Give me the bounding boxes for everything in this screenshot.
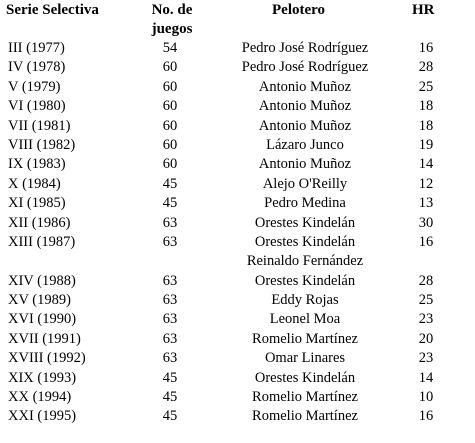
- table-row: [0, 407, 475, 426]
- cell-hr: 14: [418, 156, 434, 173]
- cell-juegos: 60: [162, 98, 178, 115]
- cell-hr: 10: [418, 389, 434, 406]
- cell-juegos: 63: [162, 330, 178, 347]
- table-row: [0, 214, 475, 233]
- cell-pelotero: Antonio Muñoz: [258, 117, 352, 134]
- table-row: [0, 97, 475, 116]
- table-row: [0, 272, 475, 291]
- cell-serie: VII (1981): [8, 117, 71, 134]
- cell-hr: 16: [418, 408, 434, 425]
- cell-hr: 18: [418, 98, 434, 115]
- cell-serie: VIII (1982): [8, 136, 76, 153]
- cell-hr: 28: [418, 272, 434, 289]
- cell-hr: 16: [418, 40, 434, 56]
- cell-serie: XXI (1995): [8, 408, 77, 425]
- cell-serie: XVI (1990): [8, 311, 77, 328]
- table-header: [0, 0, 475, 39]
- cell-hr: 19: [418, 136, 434, 153]
- cell-hr: 23: [418, 350, 434, 367]
- cell-serie: XV (1989): [8, 292, 71, 309]
- cell-hr: 18: [418, 117, 434, 134]
- cell-juegos: 63: [162, 292, 178, 309]
- cell-serie: XVII (1991): [8, 330, 81, 347]
- table-row: [0, 155, 475, 174]
- cell-juegos: 60: [162, 136, 178, 153]
- cell-juegos: 45: [162, 389, 178, 406]
- cell-serie: X (1984): [8, 175, 61, 192]
- cell-pelotero: Pedro José Rodríguez: [241, 59, 369, 76]
- cell-juegos: 63: [162, 233, 178, 250]
- cell-serie: XIII (1987): [8, 233, 76, 250]
- cell-serie: XI (1985): [8, 195, 66, 212]
- table-row: [0, 330, 475, 349]
- cell-juegos: 60: [162, 156, 178, 173]
- table-row: [0, 369, 475, 388]
- cell-pelotero: Leonel Moa: [269, 311, 341, 328]
- cell-hr: 25: [418, 292, 434, 309]
- cell-juegos: 45: [162, 369, 178, 386]
- cell-pelotero: Reinaldo Fernández: [246, 253, 364, 270]
- cell-pelotero: Orestes Kindelán: [254, 214, 356, 231]
- cell-pelotero: Romelio Martínez: [252, 330, 358, 347]
- cell-serie: V (1979): [8, 78, 61, 95]
- cell-serie: XIX (1993): [8, 369, 77, 386]
- cell-juegos: 45: [162, 408, 178, 425]
- cell-pelotero: Eddy Rojas: [271, 292, 339, 309]
- cell-juegos: 60: [162, 117, 178, 134]
- cell-hr: 12: [418, 175, 434, 192]
- header-pelotero: Pelotero: [272, 2, 326, 18]
- cell-hr: 28: [418, 59, 434, 76]
- cell-pelotero: Orestes Kindelán: [254, 233, 356, 250]
- cell-pelotero: Antonio Muñoz: [258, 78, 352, 95]
- cell-serie: XVIII (1992): [8, 350, 86, 367]
- table-row: [0, 58, 475, 77]
- cell-juegos: 60: [162, 59, 178, 76]
- cell-serie: XII (1986): [8, 214, 71, 231]
- header-serie: Serie Selectiva: [6, 2, 99, 18]
- cell-serie: IV (1978): [8, 59, 66, 76]
- cell-hr: 20: [418, 330, 434, 347]
- table-row: [0, 291, 475, 310]
- cell-juegos: 45: [162, 175, 178, 192]
- table-row: [0, 39, 475, 58]
- cell-hr: 13: [418, 195, 434, 212]
- cell-pelotero: Romelio Martínez: [252, 389, 358, 406]
- cell-hr: 14: [418, 369, 434, 386]
- cell-hr: 30: [418, 214, 434, 231]
- cell-pelotero: Romelio Martínez: [252, 408, 358, 425]
- cell-pelotero: Omar Linares: [264, 350, 346, 367]
- cell-juegos: 63: [162, 311, 178, 328]
- cell-pelotero: Pedro Medina: [264, 195, 346, 212]
- cell-juegos: 63: [162, 272, 178, 289]
- table-row: [0, 388, 475, 407]
- cell-serie: VI (1980): [8, 98, 66, 115]
- cell-pelotero: Lázaro Junco: [266, 136, 344, 153]
- cell-serie: XIV (1988): [8, 272, 76, 289]
- table-row: [0, 117, 475, 136]
- cell-serie: III (1977): [8, 40, 65, 56]
- cell-juegos: 63: [162, 214, 178, 231]
- cell-hr: 23: [418, 311, 434, 328]
- table-body: [0, 39, 475, 427]
- cell-pelotero: Orestes Kindelán: [254, 369, 356, 386]
- cell-pelotero: Pedro José Rodríguez: [241, 40, 369, 56]
- table-row: [0, 78, 475, 97]
- cell-pelotero: Orestes Kindelán: [254, 272, 356, 289]
- table-row: [0, 252, 475, 271]
- cell-pelotero: Antonio Muñoz: [258, 156, 352, 173]
- cell-pelotero: Alejo O'Reilly: [262, 175, 348, 192]
- table-row: [0, 136, 475, 155]
- table-row: [0, 310, 475, 329]
- cell-juegos: 63: [162, 350, 178, 367]
- cell-pelotero: Antonio Muñoz: [258, 98, 352, 115]
- cell-juegos: 45: [162, 195, 178, 212]
- cell-juegos: 60: [162, 78, 178, 95]
- cell-juegos: 54: [162, 40, 178, 56]
- table-row: [0, 233, 475, 252]
- table-row: [0, 175, 475, 194]
- header-juegos: No. de juegos: [151, 2, 193, 37]
- table-row: [0, 194, 475, 213]
- cell-hr: 25: [418, 78, 434, 95]
- cell-serie: IX (1983): [8, 156, 66, 173]
- table-row: [0, 349, 475, 368]
- cell-serie: XX (1994): [8, 389, 72, 406]
- cell-hr: 16: [418, 233, 434, 250]
- header-hr: HR: [412, 2, 435, 18]
